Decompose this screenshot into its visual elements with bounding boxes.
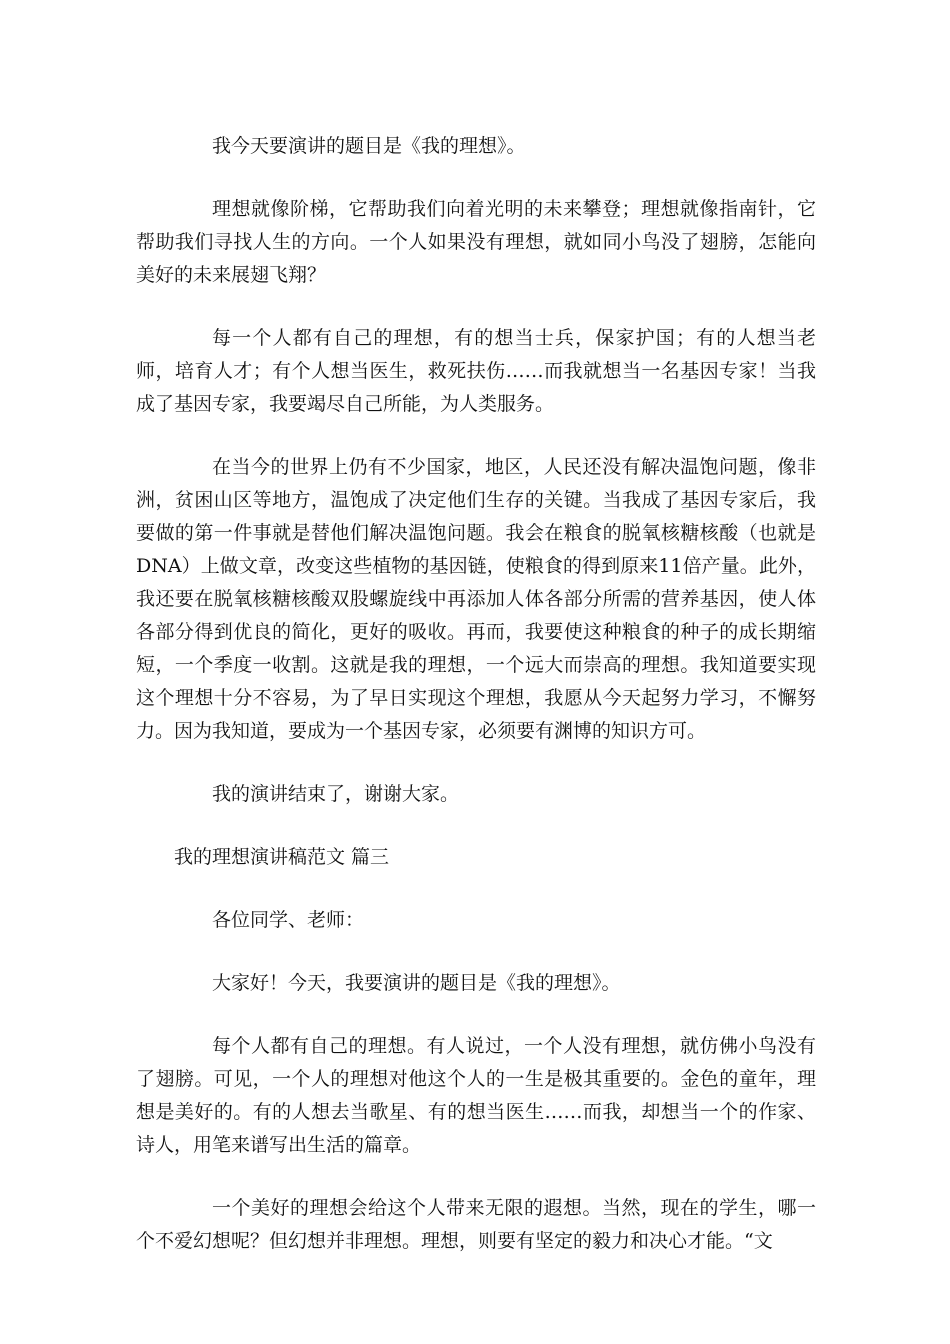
paragraph-ideal-metaphor: 理想就像阶梯，它帮助我们向着光明的未来攀登；理想就像指南针，它帮助我们寻找人生的方向。一个人如果没有理想，就如同小鸟没了翅膀，怎能向美好的未来展翅飞翔？ bbox=[136, 198, 816, 286]
section-heading: 我的理想演讲稿范文 篇三 bbox=[174, 846, 390, 868]
paragraph-intro: 大家好！今天，我要演讲的题目是《我的理想》。 bbox=[212, 972, 621, 994]
paragraph-writer-dream: 每个人都有自己的理想。有人说过，一个人没有理想，就仿佛小鸟没有了翅膀。可见，一个人的理想对他这个人的一生是极其重要的。金色的童年，理想是美好的。有的人想去当歌星、有的想当医生……而我，却想当一个的作家、诗人，用笔来谱写出生活的篇章。 bbox=[136, 1035, 816, 1156]
document-body bbox=[136, 130, 816, 1288]
paragraph-greeting: 各位同学、老师： bbox=[212, 909, 365, 931]
paragraph-speech-topic: 我今天要演讲的题目是《我的理想》。 bbox=[212, 135, 526, 157]
paragraph-closing: 我的演讲结束了，谢谢大家。 bbox=[212, 783, 460, 805]
paragraph-everyone-ideal: 每一个人都有自己的理想，有的想当士兵，保家护国；有的人想当老师，培育人才；有个人想当医生，救死扶伤……而我就想当一名基因专家！当我成了基因专家，我要竭尽自己所能，为人类服务。 bbox=[136, 327, 816, 415]
paragraph-gene-expert: 在当今的世界上仍有不少国家，地区，人民还没有解决温饱问题，像非洲，贫困山区等地方，温饱成了决定他们生存的关键。当我成了基因专家后，我要做的第一件事就是替他们解决温饱问题。我会在粮食的脱氧核糖核酸（也就是DNA）上做文章，改变这些植物的基因链，使粮食的得到原来11倍产量。此外，我还要在脱氧核糖核酸双股螺旋线中再添加人体各部分所需的营养基因，使人体各部分得到优良的简化，更好的吸收。再而，我要使这种粮食的种子的成长期缩短，一个季度一收割。这就是我的理想，一个远大而崇高的理想。我知道要实现这个理想十分不容易，为了早日实现这个理想，我愿从今天起努力学习，不懈努力。因为我知道，要成为一个基因专家，必须要有渊博的知识方可。 bbox=[136, 456, 816, 742]
paragraph-fantasy-vs-ideal: 一个美好的理想会给这个人带来无限的遐想。当然，现在的学生，哪一个不爱幻想呢？但幻想并非理想。理想，则要有坚定的毅力和决心才能。“文 bbox=[136, 1197, 816, 1252]
